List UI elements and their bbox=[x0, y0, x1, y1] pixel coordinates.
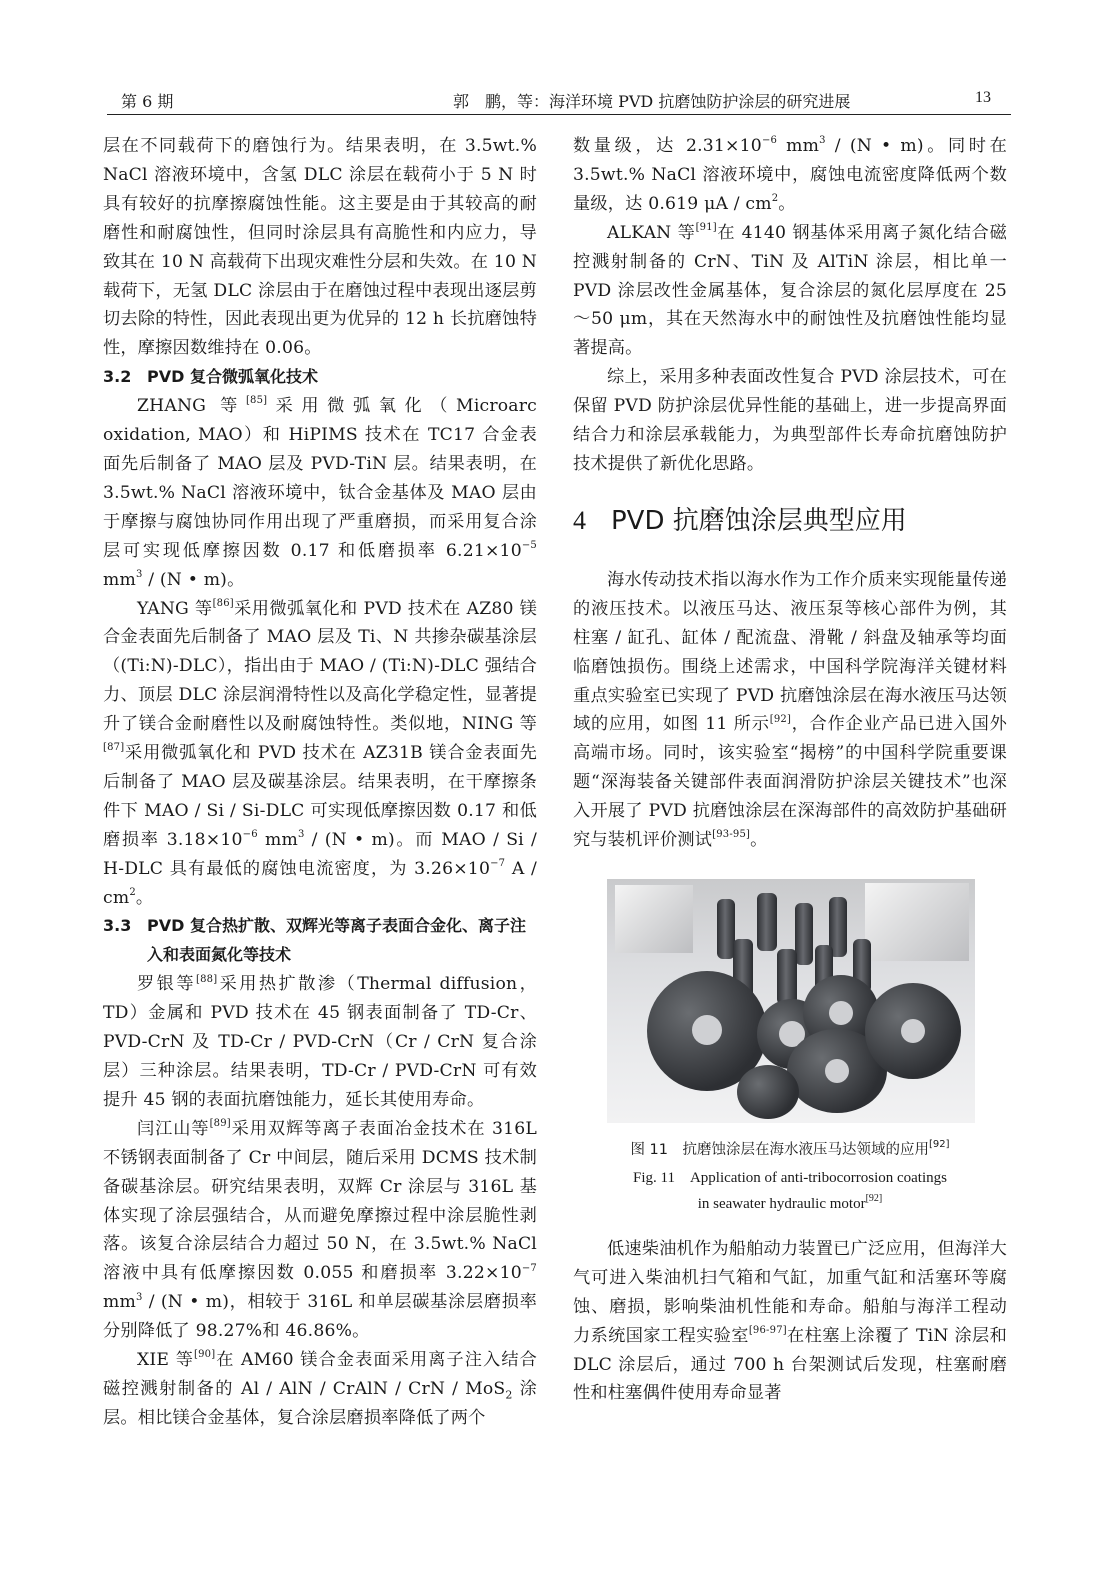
hydraulic-motor-inset-right bbox=[865, 883, 969, 961]
section-number: 4 bbox=[573, 505, 586, 535]
subsection-number: 3.3 bbox=[103, 916, 132, 936]
subsection-title: PVD 复合热扩散、双辉光等离子表面合金化、离子注入和表面氮化等技术 bbox=[147, 916, 526, 965]
hydraulic-motor-inset-left bbox=[615, 885, 693, 953]
citation[interactable]: [92] bbox=[865, 1192, 883, 1204]
citation[interactable]: [93-95] bbox=[712, 829, 751, 841]
paragraph: ZHANG 等[85]采用微弧氧化（Microarc oxidation, MAO）和 HiPIMS 技术在 TC17 合金表面先后制备了 MAO 层及 PVD-TiN 层。结果表明，在 3.5wt.% NaCl 溶液环境中，钛合金基体及 MAO 层由于摩擦与腐蚀协同作用出现了严重磨损，而采用复合涂层可实现低摩擦因数 0.17 和低磨损率 $6.21\times 10^{-5}$ $mm^3 / (N$ • m)。 bbox=[103, 395, 537, 590]
paragraph: 层在不同载荷下的磨蚀行为。结果表明，在 3.5wt.% NaCl 溶液环境中，含氢 DLC 涂层在载荷小于 5 N 时具有较好的抗摩擦腐蚀性能。这主要是由于其较高的耐磨性和耐腐蚀性，但同时涂层具有高脆性和内应力，导致其在 10 N 高载荷下出现灾难性分层和失效。在 10 N 载荷下，无氢 DLC 涂层由于在磨蚀过程中表现出逐层剪切去除的特性，因此表现出更为优异的 12 h 长抗磨蚀特性，摩擦因数维持在 0.06。 bbox=[103, 136, 537, 359]
running-title: 郭 鹏，等：海洋环境 PVD 抗磨蚀防护涂层的研究进展 bbox=[453, 92, 851, 111]
citation[interactable]: [91] bbox=[695, 221, 717, 233]
right-column bbox=[573, 132, 1007, 1408]
page-number: 13 bbox=[975, 89, 991, 106]
subsection-heading-3-3 bbox=[103, 912, 537, 970]
citation[interactable]: [92] bbox=[929, 1139, 950, 1151]
citation[interactable]: [86] bbox=[212, 597, 234, 609]
figure-caption-cn: 图 11 抗磨蚀涂层在海水液压马达领域的应用[92] bbox=[630, 1139, 950, 1158]
citation[interactable]: [90] bbox=[194, 1349, 216, 1361]
paragraph: 海水传动技术指以海水作为工作介质来实现能量传递的液压技术。以液压马达、液压泵等核心部件为例，其柱塞 / 缸孔、缸体 / 配流盘、滑靴 / 斜盘及轴承等均面临磨蚀损伤。围绕上述需求，中国科学院海洋关键材料重点实验室已实现了 PVD 抗磨蚀涂层在海水液压马达领域的应用，如图 11 所示[92]，合作企业产品已进入国外高端市场。同时，该实验室“揭榜”的中国科学院重要课题“深海装备关键部件表面润滑防护涂层关键技术”也深入开展了 PVD 抗磨蚀涂层在深海部件的高效防护基础研究与装机评价测试[93-95]。 bbox=[573, 569, 1007, 851]
paragraph: 数量级，达 $2.31\times 10^{-6}$ $mm^3 / (N$ • m)。同时在 3.5wt.% NaCl 溶液环境中，腐蚀电流密度降低两个数量级，达 0.619 μA / $cm^2$。 bbox=[573, 135, 1007, 214]
paragraph: ALKAN 等[91]在 4140 钢基体采用离子氮化结合磁控溅射制备的 CrN、TiN 及 AlTiN 涂层，相比单一 PVD 涂层改性金属基体，复合涂层的氮化层厚度在 25～50 μm，其在天然海水中的耐蚀性及抗磨蚀性能均显著提高。 bbox=[573, 221, 1007, 359]
citation[interactable]: [96-97] bbox=[748, 1324, 787, 1336]
subsection-heading-3-2 bbox=[103, 363, 537, 392]
paragraph: XIE 等[90]在 AM60 镁合金表面采用离子注入结合磁控溅射制备的 Al / AlN / CrAlN / CrN / MoS$_2$ 涂层。相比镁合金基体，复合涂层磨损率降低了两个 bbox=[103, 1349, 538, 1428]
issue-number: 第 6 期 bbox=[121, 92, 174, 111]
left-column bbox=[103, 132, 537, 1433]
citation[interactable]: [87] bbox=[103, 742, 125, 754]
citation[interactable]: [88] bbox=[195, 973, 218, 985]
running-header bbox=[107, 86, 1011, 115]
subsection-number: 3.2 bbox=[103, 367, 132, 387]
citation[interactable]: [85] bbox=[245, 395, 268, 407]
paragraph: YANG 等[86]采用微弧氧化和 PVD 技术在 AZ80 镁合金表面先后制备了 MAO 层及 Ti、N 共掺杂碳基涂层（(Ti:N)-DLC），指出由于 MAO / (Ti:N)-DLC 强结合力、顶层 DLC 涂层润滑特性以及高化学稳定性，显著提升了镁合金耐磨性以及耐腐蚀特性。类似地，NING 等[87]采用微弧氧化和 PVD 技术在 AZ31B 镁合金表面先后制备了 MAO 层及碳基涂层。结果表明，在干摩擦条件下 MAO / Si / Si-DLC 可实现低摩擦因数 0.17 和低磨损率 $3.18\times 10^{-6}$ $mm^3 / (N$ • m)。而 MAO / Si / H-DLC 具有最低的腐蚀电流密度，为 $3.26\times 10^{-7}$ A / $cm^2$。 bbox=[103, 597, 537, 908]
section-heading-4 bbox=[573, 506, 1007, 536]
subsection-title: PVD 复合微弧氧化技术 bbox=[147, 367, 318, 387]
paragraph: 闫江山等[89]采用双辉等离子表面冶金技术在 316L 不锈钢表面制备了 Cr 中间层，随后采用 DCMS 技术制备碳基涂层。研究结果表明，双辉 Cr 涂层与 316L 基体实现了涂层强结合，从而避免摩擦过程中涂层脆性剥落。该复合涂层结合力超过 50 N，在 3.5wt.% NaCl 溶液中具有低摩擦因数 0.055 和磨损率 $3.22\times 10^{-7}$ $mm^3 / (N$ • m)，相较于 316L 和单层碳基涂层磨损率分别降低了 98.27%和 46.86%。 bbox=[103, 1118, 537, 1342]
figure-11-photo bbox=[607, 879, 975, 1123]
figure-caption-en: Fig. 11 Application of anti-tribocorrosion coatings in seawater hydraulic motor[92] bbox=[633, 1169, 947, 1212]
section-title: PVD 抗磨蚀涂层典型应用 bbox=[611, 505, 907, 536]
paragraph: 综上，采用多种表面改性复合 PVD 涂层技术，可在保留 PVD 防护涂层优异性能的基础上，进一步提高界面结合力和涂层承载能力，为典型部件长寿命抗磨蚀防护技术提供了新优化思路。 bbox=[573, 367, 1007, 474]
paragraph: 低速柴油机作为船舶动力装置已广泛应用，但海洋大气可进入柴油机扫气箱和气缸，加重气缸和活塞环等腐蚀、磨损，影响柴油机性能和寿命。船舶与海洋工程动力系统国家工程实验室[96-97]在柱塞上涂覆了 TiN 涂层和 DLC 涂层后，通过 700 h 台架测试后发现，柱塞耐磨性和柱塞偶件使用寿命显著 bbox=[573, 1238, 1007, 1404]
citation[interactable]: [89] bbox=[209, 1118, 231, 1130]
citation[interactable]: [92] bbox=[769, 713, 792, 725]
paragraph: 罗银等[88]采用热扩散渗（Thermal diffusion，TD）金属和 PVD 技术在 45 钢表面制备了 TD-Cr、PVD-CrN 及 TD-Cr / PVD-CrN（Cr / CrN 复合涂层）三种涂层。结果表明，TD-Cr / PVD-CrN 可有效提升 45 钢的表面抗磨蚀能力，延长其使用寿命。 bbox=[103, 973, 537, 1110]
